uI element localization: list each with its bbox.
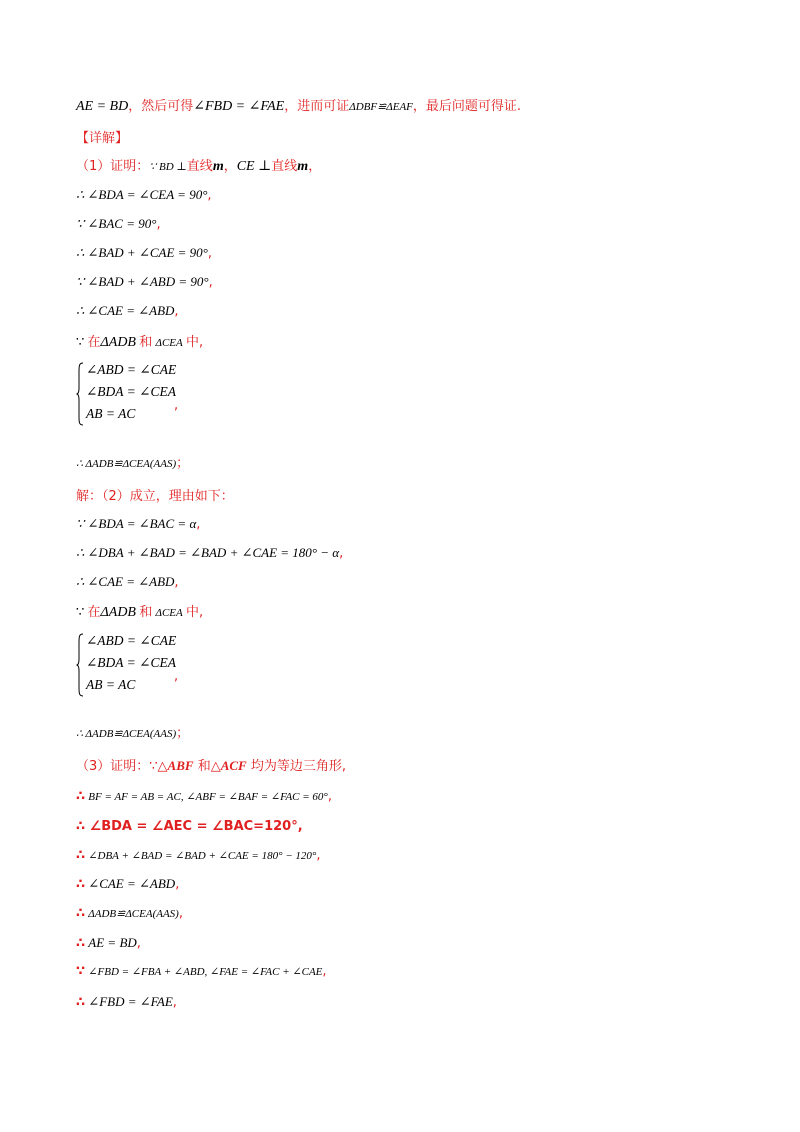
punct: , xyxy=(196,517,201,532)
line-fbd-fae xyxy=(76,993,177,1012)
math-expr: ∴ ΔADB≌ΔCEA(AAS) xyxy=(76,458,177,470)
punct: ； xyxy=(176,456,190,471)
math-congruence: ΔDBF≌ΔEAF xyxy=(349,101,413,113)
math-tri-adb: ΔADB xyxy=(100,605,136,620)
line-cae-abd xyxy=(76,302,179,321)
therefore-symbol: ∴ xyxy=(76,995,86,1010)
text-line1: 直线 xyxy=(186,159,213,174)
math-m2: m xyxy=(297,159,309,174)
math-ae-bd: AE = BD xyxy=(76,99,129,114)
part2-label-line xyxy=(76,487,234,506)
math-expr: ∴ ΔADB≌ΔCEA(AAS) xyxy=(76,728,177,740)
punct: , xyxy=(175,877,180,892)
heading-text: 【详解】 xyxy=(76,131,129,146)
line-in-triangles-2 xyxy=(76,603,203,622)
text-equilateral: 均为等边三角形, xyxy=(246,759,346,774)
math-fbd-fae: ∠FBD = ∠FAE xyxy=(193,99,285,114)
math-expr: BF = AF = AB = AC, ∠ABF = ∠BAF = ∠FAC = 60° xyxy=(88,791,328,803)
line-bda-bac-alpha xyxy=(76,515,200,534)
system-eq-1: ∠ABD = ∠CAE xyxy=(86,633,177,648)
math-expr: ∠FBD = ∠FAE xyxy=(88,994,173,1009)
math-expr: ∴ ∠CAE = ∠ABD xyxy=(76,574,175,589)
line-summary xyxy=(76,97,521,116)
text-line2: 直线 xyxy=(271,159,298,174)
section-heading xyxy=(76,129,128,148)
left-brace-icon xyxy=(76,362,84,426)
math-tri-cea: ΔCEA xyxy=(155,607,183,619)
comma2: ， xyxy=(308,159,322,174)
line-bda-cea-90 xyxy=(76,186,212,205)
because-symbol: ∵ xyxy=(76,605,85,620)
math-bd-perp: ∵ BD ⊥ xyxy=(149,161,187,173)
punct: , xyxy=(156,217,161,232)
line-congruence-3 xyxy=(76,904,183,923)
math-expr: ∵ ∠BAD + ∠ABD = 90° xyxy=(76,274,209,289)
punct: , xyxy=(174,304,179,319)
system-comma: , xyxy=(174,669,179,684)
system-eq-2: ∠BDA = ∠CEA xyxy=(86,384,176,399)
therefore-symbol: ∴ xyxy=(76,877,86,892)
line-ae-bd xyxy=(76,934,141,953)
line-bad-abd-90 xyxy=(76,273,213,292)
line-angle-sum-alpha xyxy=(76,544,343,563)
punct: , xyxy=(322,964,327,979)
text-further: ，进而可证 xyxy=(284,99,350,114)
system-eq-2: ∠BDA = ∠CEA xyxy=(86,655,176,670)
therefore-symbol: ∴ xyxy=(76,848,86,863)
text-zhong: 中, xyxy=(185,335,204,350)
math-expr: ∠DBA + ∠BAD = ∠BAD + ∠CAE = 180° − 120° xyxy=(88,850,317,862)
line-bac-90 xyxy=(76,215,161,234)
part1-first-line xyxy=(76,157,321,176)
text-he: 和 xyxy=(139,335,153,350)
line-congruence-1 xyxy=(76,454,189,473)
math-expr: ∠CAE = ∠ABD xyxy=(88,876,176,891)
therefore-symbol: ∴ xyxy=(76,789,86,804)
text-and-triangle: 和△ xyxy=(193,759,221,774)
math-expr: ∴ ∠BDA = ∠CEA = 90° xyxy=(76,187,208,202)
system-eq-3: AB = AC xyxy=(86,677,136,692)
line-angle-decomposition xyxy=(76,962,327,981)
line-bad-cae-90 xyxy=(76,244,212,263)
text-he: 和 xyxy=(139,605,153,620)
punct: , xyxy=(208,275,213,290)
line-in-triangles-1 xyxy=(76,333,203,352)
punct: , xyxy=(136,936,141,951)
text-zai: 在 xyxy=(87,335,101,350)
therefore-symbol: ∴ xyxy=(76,906,86,921)
math-abf: ABF xyxy=(167,758,194,773)
equation-system-1 xyxy=(76,362,216,426)
part3-label-line xyxy=(76,757,346,776)
punct: , xyxy=(327,789,332,804)
punct: , xyxy=(172,995,177,1010)
system-eq-1: ∠ABD = ∠CAE xyxy=(86,362,177,377)
math-expr: ∴ ∠CAE = ∠ABD xyxy=(76,303,175,318)
math-expr: ∠FBD = ∠FBA + ∠ABD, ∠FAE = ∠FAC + ∠CAE xyxy=(88,966,323,978)
line-angles-120 xyxy=(76,817,303,836)
math-expr: ∵ ∠BAC = 90° xyxy=(76,216,157,231)
line-cae-abd-2 xyxy=(76,573,179,592)
system-eq-3: AB = AC xyxy=(86,406,136,421)
math-ce-perp: CE ⊥ xyxy=(236,159,272,174)
because-symbol: ∵ xyxy=(76,964,86,979)
line-angle-sum-120 xyxy=(76,846,320,865)
math-expr: ΔADB≌ΔCEA(AAS) xyxy=(88,908,179,920)
part3-label: （3）证明：∵△ xyxy=(76,759,168,774)
punct: , xyxy=(207,188,212,203)
text-zhong: 中, xyxy=(185,605,204,620)
text-then: ，然后可得 xyxy=(128,99,194,114)
line-cae-abd-3 xyxy=(76,875,179,894)
left-brace-icon xyxy=(76,633,84,697)
math-m1: m xyxy=(212,159,224,174)
math-acf: ACF xyxy=(220,758,247,773)
math-tri-adb: ΔADB xyxy=(100,335,136,350)
system-comma: , xyxy=(174,398,179,413)
line-equilateral-facts xyxy=(76,787,332,806)
punct: , xyxy=(174,575,179,590)
therefore-symbol: ∴ xyxy=(76,936,86,951)
punct: , xyxy=(339,546,344,561)
math-tri-cea: ΔCEA xyxy=(155,337,183,349)
punct: , xyxy=(178,906,183,921)
text-finally: ，最后问题可得证. xyxy=(412,99,522,114)
punct: , xyxy=(316,848,321,863)
part1-label: （1）证明： xyxy=(76,159,150,174)
equation-system-2 xyxy=(76,633,216,697)
math-expr: ∵ ∠BDA = ∠BAC = α xyxy=(76,516,197,531)
math-expr-red: ∴ ∠BDA = ∠AEC = ∠BAC=120°, xyxy=(76,819,303,834)
part2-label: 解：（2）成立，理由如下： xyxy=(76,489,234,504)
math-expr: AE = BD xyxy=(88,935,137,950)
because-symbol: ∵ xyxy=(76,335,85,350)
line-congruence-2 xyxy=(76,724,189,743)
math-expr: ∴ ∠BAD + ∠CAE = 90° xyxy=(76,245,208,260)
math-expr: ∴ ∠DBA + ∠BAD = ∠BAD + ∠CAE = 180° − α xyxy=(76,545,340,560)
text-zai: 在 xyxy=(87,605,101,620)
punct: , xyxy=(207,246,213,261)
comma1: ， xyxy=(223,159,237,174)
punct: ； xyxy=(176,726,190,741)
